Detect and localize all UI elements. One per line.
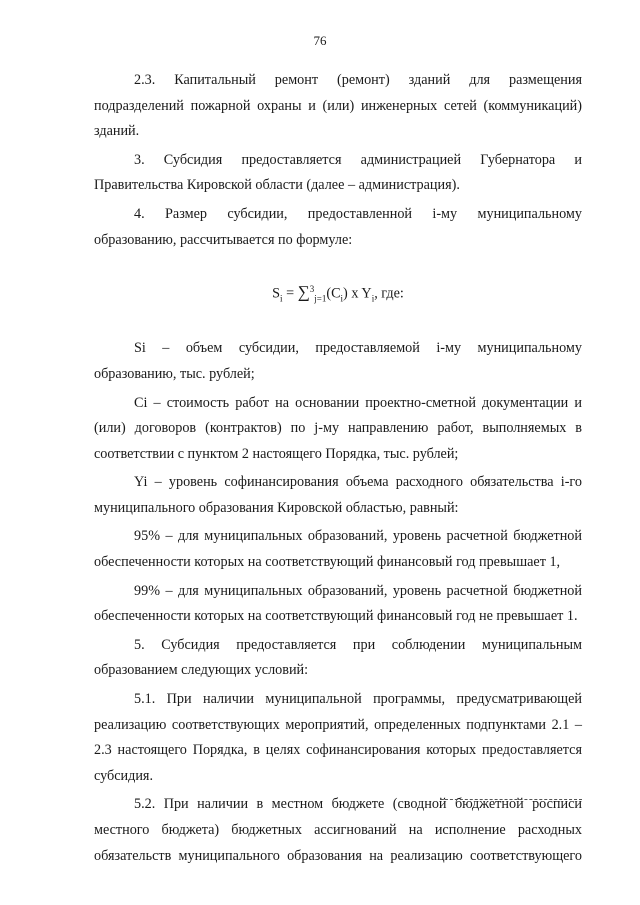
scan-artifact-line — [440, 799, 582, 800]
document-body — [94, 68, 582, 872]
definition-yi: Yi – уровень софинансирования объема расходного обязательства i-го муниципального образования Кировской областью, равный: — [94, 474, 582, 516]
definition-si: Si – объем субсидии, предоставляемой i-му муниципальному образованию, тыс. рублей; — [94, 340, 582, 382]
page-number: 76 — [313, 33, 327, 48]
rate-99: 99% – для муниципальных образований, уровень расчетной бюджетной обеспеченности которых на соответствующий финансовый год не превышает 1. — [94, 582, 582, 625]
formula: $S_i = \sum^3_{j=1}(C_i)$ x $Y_i$, где: — [272, 282, 404, 304]
definition-ci: Ci – стоимость работ на основании проектно-сметной документации и (или) договоров (контрактов) по j-му направлению работ, выполняемых в соответствии с пунктом 2 настоящего Порядка, тыс. рублей; — [94, 394, 582, 462]
paragraph-3: 3. Субсидия предоставляется администрацией Губернатора и Правительства Кировской области (далее – администрация). — [94, 151, 582, 194]
paragraph-5: 5. Субсидия предоставляется при соблюдении муниципальным образованием следующих условий: — [94, 636, 582, 679]
paragraph-5-1: 5.1. При наличии муниципальной программы, предусматривающей реализацию соответствующих мероприятий, определенных подпунктами 2.1 – 2.3 настоящего Порядка, в целях софинансирования которых предоставляется субсидия. — [94, 691, 582, 784]
rate-95: 95% – для муниципальных образований, уровень расчетной бюджетной обеспеченности которых на соответствующий финансовый год превышает 1, — [94, 528, 582, 571]
paragraph-4: 4. Размер субсидии, предоставленной i-му муниципальному образованию, рассчитывается по формуле: — [94, 205, 582, 248]
paragraph-5-2: 5.2. При наличии в местном бюджете (сводной бюджетной росписи местного бюджета) бюджетных ассигнований на исполнение расходных обязательств муниципального образования на реализацию соответствующего — [94, 796, 582, 864]
paragraph-2-3: 2.3. Капитальный ремонт (ремонт) зданий для размещения подразделений пожарной охраны и (или) инженерных сетей (коммуникаций) зданий. — [94, 72, 582, 140]
